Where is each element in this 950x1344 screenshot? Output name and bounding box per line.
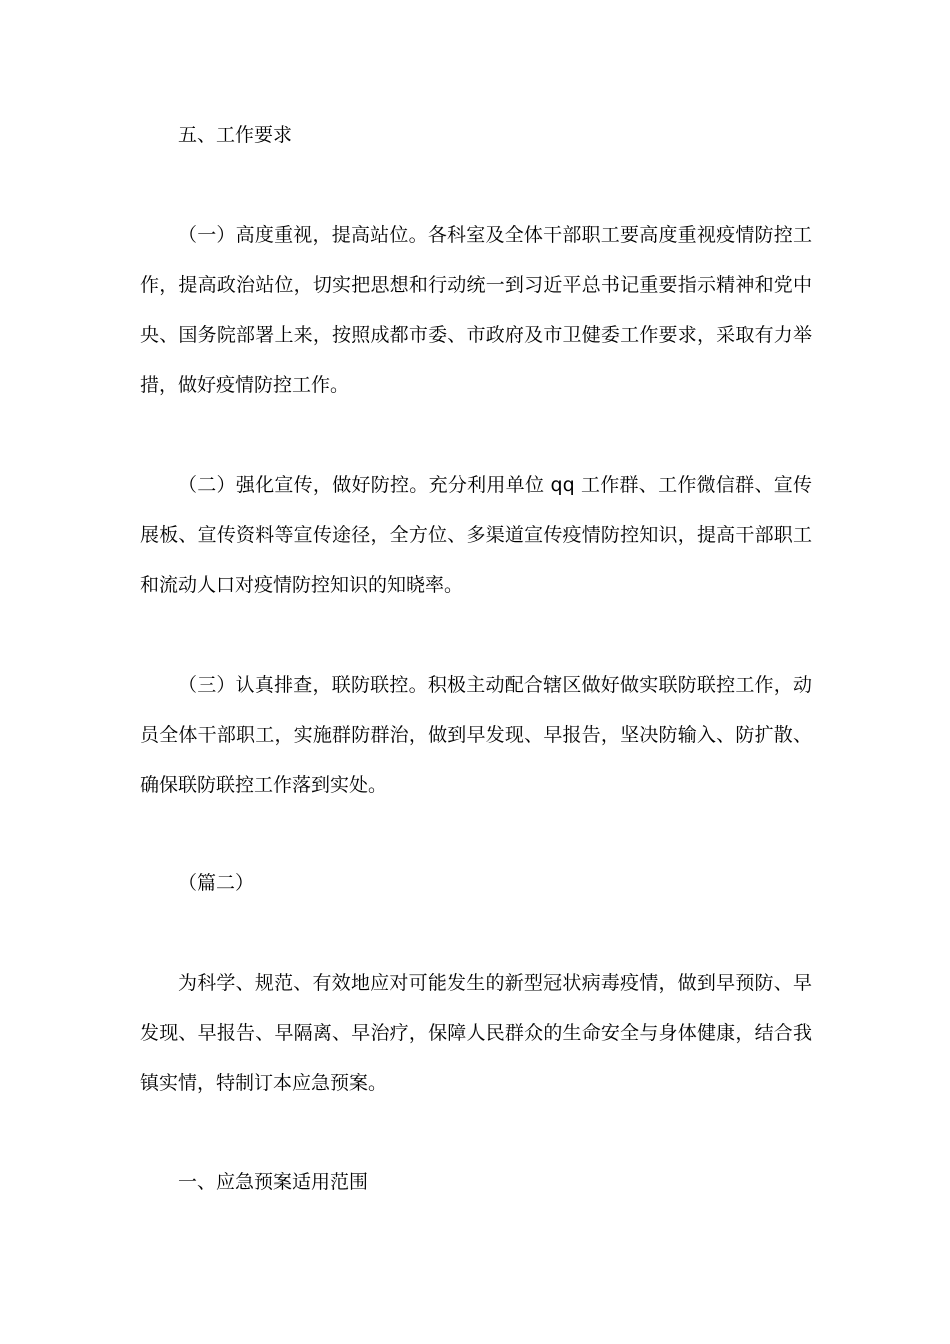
paragraph-emergency-plan-intro: 为科学、规范、有效地应对可能发生的新型冠状病毒疫情，做到早预防、早发现、早报告、早隔离、早治疗，保障人民群众的生命安全与身体健康，结合我镇实情，特制订本应急预案。 [140, 972, 812, 1094]
heading-work-requirements: 五、工作要求 [178, 124, 293, 146]
paragraph-publicity: （二）强化宣传，做好防控。充分利用单位 qq 工作群、工作微信群、宣传展板、宣传资料等宣传途径，全方位、多渠道宣传疫情防控知识，提高干部职工和流动人口对疫情防控知识的知晓率。 [140, 474, 812, 596]
section-label: （篇二） [178, 872, 255, 894]
paragraph-high-priority: （一）高度重视，提高站位。各科室及全体干部职工要高度重视疫情防控工作，提高政治站位，切实把思想和行动统一到习近平总书记重要指示精神和党中央、国务院部署上来，按照成都市委、市政府及市卫健委工作要求，采取有力举措，做好疫情防控工作。 [140, 224, 812, 396]
paragraph-screening: （三）认真排查，联防联控。积极主动配合辖区做好做实联防联控工作，动员全体干部职工，实施群防群治，做到早发现、早报告，坚决防输入、防扩散、确保联防联控工作落到实处。 [140, 674, 812, 796]
heading-scope: 一、应急预案适用范围 [178, 1171, 369, 1193]
